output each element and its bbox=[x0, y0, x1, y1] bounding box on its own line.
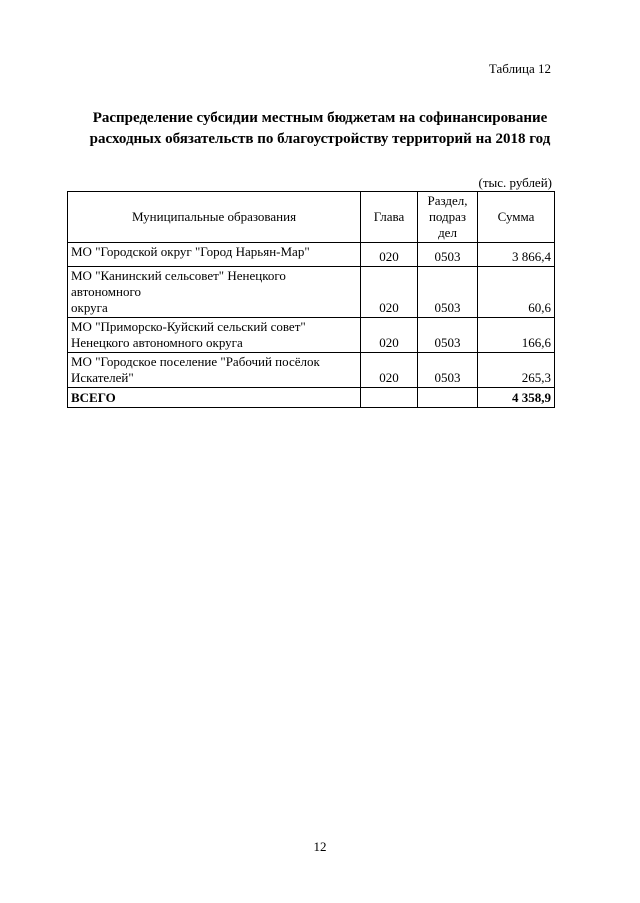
header-sum: Сумма bbox=[478, 192, 555, 243]
table-row bbox=[68, 353, 555, 388]
row-municipality-name bbox=[68, 318, 361, 353]
header-section-line-2: подраз bbox=[428, 209, 467, 224]
total-row bbox=[68, 388, 555, 408]
subsidy-table bbox=[67, 191, 555, 408]
table-row bbox=[68, 318, 555, 353]
row-municipality-name bbox=[68, 353, 361, 388]
row-name-line-1: МО "Канинский сельсовет" Ненецкого автономного bbox=[71, 268, 286, 299]
document-title bbox=[40, 108, 600, 150]
row-chapter: 020 bbox=[361, 243, 418, 267]
row-sum: 60,6 bbox=[478, 267, 555, 318]
row-chapter: 020 bbox=[361, 318, 418, 353]
header-section bbox=[418, 192, 478, 243]
header-chapter: Глава bbox=[361, 192, 418, 243]
row-section: 0503 bbox=[418, 267, 478, 318]
row-section: 0503 bbox=[418, 353, 478, 388]
table-number: Таблица 12 bbox=[488, 61, 551, 76]
row-sum: 3 866,4 bbox=[478, 243, 555, 267]
row-name-line-2: округа bbox=[71, 300, 108, 315]
total-sum: 4 358,9 bbox=[478, 388, 555, 408]
units-label: (тыс. рублей) bbox=[478, 175, 552, 190]
row-chapter: 020 bbox=[361, 353, 418, 388]
row-chapter: 020 bbox=[361, 267, 418, 318]
total-chapter-empty bbox=[361, 388, 418, 408]
table-row bbox=[68, 243, 555, 267]
row-municipality-name bbox=[68, 267, 361, 318]
page-number: 12 bbox=[313, 839, 327, 854]
table-header-row bbox=[68, 192, 555, 243]
row-section: 0503 bbox=[418, 318, 478, 353]
row-sum: 166,6 bbox=[478, 318, 555, 353]
row-name-line-2: Ненецкого автономного округа bbox=[71, 335, 243, 350]
total-label: ВСЕГО bbox=[68, 388, 361, 408]
header-municipality: Муниципальные образования bbox=[68, 192, 361, 243]
row-name-line-2: Искателей" bbox=[71, 370, 134, 385]
table-row bbox=[68, 267, 555, 318]
title-line-2: расходных обязательств по благоустройству территорий на 2018 год bbox=[89, 131, 551, 147]
header-section-line-1: Раздел, bbox=[427, 193, 468, 208]
row-section: 0503 bbox=[418, 243, 478, 267]
row-name-line-1: МО "Городской округ "Город Нарьян-Мар" bbox=[71, 244, 310, 259]
total-section-empty bbox=[418, 388, 478, 408]
title-line-1: Распределение субсидии местным бюджетам на софинансирование bbox=[92, 110, 548, 126]
header-section-line-3: дел bbox=[438, 225, 457, 240]
row-name-line-1: МО "Приморско-Куйский сельский совет" bbox=[71, 319, 306, 334]
row-municipality-name bbox=[68, 243, 361, 267]
row-name-line-1: МО "Городское поселение "Рабочий посёлок bbox=[71, 354, 320, 369]
row-sum: 265,3 bbox=[478, 353, 555, 388]
